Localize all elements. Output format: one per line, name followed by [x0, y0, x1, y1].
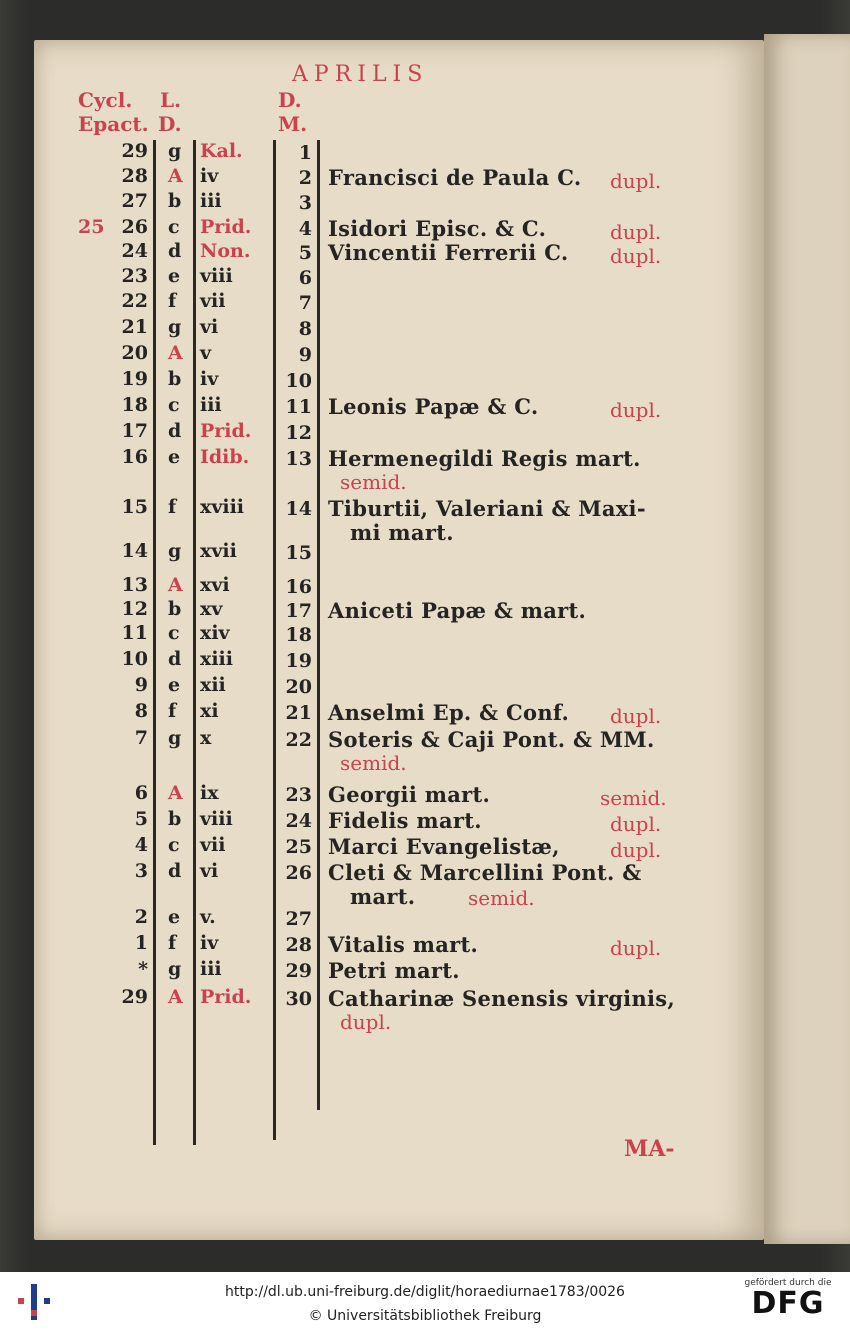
feast-name: Aniceti Papæ & mart. — [328, 598, 587, 623]
dominical-letter: A — [168, 986, 183, 1008]
epact-number: 23 — [121, 265, 148, 287]
day-of-month: 7 — [298, 292, 312, 314]
roman-day: Idib. — [200, 446, 250, 468]
roman-day: xiii — [200, 648, 233, 670]
day-of-month: 19 — [285, 650, 312, 672]
epact-number: 12 — [121, 598, 148, 620]
roman-day: iv — [200, 368, 219, 390]
day-of-month: 10 — [285, 370, 312, 392]
feast-name: Hermenegildi Regis mart. — [328, 446, 641, 471]
epact-number: 4 — [134, 834, 148, 856]
day-of-month: 27 — [285, 908, 312, 930]
epact-number: 21 — [121, 316, 148, 338]
epact-number: 14 — [121, 540, 148, 562]
facing-page-edge — [764, 34, 850, 1244]
day-of-month: 15 — [285, 542, 312, 564]
dominical-letter: d — [168, 648, 182, 670]
dominical-letter: g — [168, 540, 182, 562]
dominical-letter: A — [168, 574, 183, 596]
dominical-letter: f — [168, 290, 177, 312]
day-of-month: 2 — [298, 167, 312, 189]
feast-name: Marci Evangelistæ, — [328, 834, 560, 859]
epact-number: 29 — [121, 140, 148, 162]
epact-number: 5 — [134, 808, 148, 830]
day-of-month: 13 — [285, 448, 312, 470]
epact-number: 6 — [134, 782, 148, 804]
feast-name: Leonis Papæ & C. — [328, 394, 539, 419]
day-of-month: 14 — [285, 498, 312, 520]
feast-name: Soteris & Caji Pont. & MM. — [328, 727, 655, 752]
roman-day: iv — [200, 165, 219, 187]
epact-number: 9 — [134, 674, 148, 696]
roman-day: viii — [200, 265, 233, 287]
roman-day: viii — [200, 808, 233, 830]
feast-rank: dupl. — [610, 812, 662, 836]
feast-name: Isidori Episc. & C. — [328, 216, 547, 241]
day-of-month: 17 — [285, 600, 312, 622]
dominical-letter: b — [168, 368, 182, 390]
roman-day: Prid. — [200, 986, 252, 1008]
epact-number: 10 — [121, 648, 148, 670]
day-of-month: 4 — [298, 218, 312, 240]
header-d: D. — [158, 112, 182, 136]
dominical-letter: g — [168, 140, 182, 162]
dominical-letter: g — [168, 958, 182, 980]
feast-rank: dupl. — [340, 1010, 392, 1034]
dominical-letter: c — [168, 622, 180, 644]
day-of-month: 29 — [285, 960, 312, 982]
dominical-letter: f — [168, 700, 177, 722]
roman-day: Non. — [200, 240, 251, 262]
epact-number: 11 — [121, 622, 148, 644]
header-epact: Epact. — [78, 112, 149, 136]
epact-number: 24 — [121, 240, 148, 262]
day-of-month: 3 — [298, 192, 312, 214]
feast-name: Petri mart. — [328, 958, 460, 983]
feast-name: Georgii mart. — [328, 782, 491, 807]
day-of-month: 16 — [285, 576, 312, 598]
feast-rank: dupl. — [610, 838, 662, 862]
header-m: M. — [278, 112, 308, 136]
feast-name: Francisci de Paula C. — [328, 165, 582, 190]
month-title: APRILIS — [292, 62, 429, 87]
roman-day: iii — [200, 394, 222, 416]
dominical-letter: c — [168, 394, 180, 416]
roman-day: vi — [200, 860, 219, 882]
feast-rank: dupl. — [610, 220, 662, 244]
epact-number: 13 — [121, 574, 148, 596]
epact-number: 17 — [121, 420, 148, 442]
roman-day: x — [200, 727, 212, 749]
feast-name: Catharinæ Senensis virginis, — [328, 986, 676, 1011]
dominical-letter: b — [168, 808, 182, 830]
header-d2: D. — [278, 88, 302, 112]
dominical-letter: e — [168, 265, 181, 287]
epact-number: 19 — [121, 368, 148, 390]
dfg-caption: gefördert durch die — [744, 1278, 832, 1288]
dominical-letter: b — [168, 190, 182, 212]
epact-number: 3 — [134, 860, 148, 882]
roman-day: Kal. — [200, 140, 243, 162]
dominical-letter: g — [168, 316, 182, 338]
epact-number: 20 — [121, 342, 148, 364]
day-of-month: 6 — [298, 267, 312, 289]
dominical-letter: c — [168, 216, 180, 238]
day-of-month: 24 — [285, 810, 312, 832]
day-of-month: 9 — [298, 344, 312, 366]
feast-rank: semid. — [600, 786, 667, 810]
roman-day: xvi — [200, 574, 230, 596]
catchword: MA- — [624, 1136, 675, 1162]
day-of-month: 12 — [285, 422, 312, 444]
header-l: L. — [160, 88, 182, 112]
epact-number: 7 — [134, 727, 148, 749]
roman-day: xvii — [200, 540, 237, 562]
roman-day: iii — [200, 958, 222, 980]
day-of-month: 21 — [285, 702, 312, 724]
copyright-notice: © Universitätsbibliothek Freiburg — [308, 1308, 542, 1324]
feast-rank: dupl. — [610, 936, 662, 960]
roman-day: xiv — [200, 622, 230, 644]
roman-day: xv — [200, 598, 223, 620]
epact-number: 1 — [134, 932, 148, 954]
dominical-letter: A — [168, 782, 183, 804]
epact-number: 8 — [134, 700, 148, 722]
day-of-month: 8 — [298, 318, 312, 340]
dominical-letter: d — [168, 860, 182, 882]
dominical-letter: e — [168, 446, 181, 468]
rule-line-4 — [317, 140, 320, 1110]
roman-day: iii — [200, 190, 222, 212]
feast-name: Vincentii Ferrerii C. — [328, 240, 569, 265]
epact-number: 22 — [121, 290, 148, 312]
feast-name-continued: mart. — [350, 884, 416, 909]
day-of-month: 26 — [285, 862, 312, 884]
feast-rank: dupl. — [610, 169, 662, 193]
cycle-number: 25 — [78, 216, 105, 238]
dominical-letter: g — [168, 727, 182, 749]
rule-line-1 — [153, 140, 156, 1145]
roman-day: vii — [200, 834, 226, 856]
roman-day: ix — [200, 782, 219, 804]
roman-day: vii — [200, 290, 226, 312]
epact-number: 16 — [121, 446, 148, 468]
feast-rank: dupl. — [610, 244, 662, 268]
day-of-month: 5 — [298, 242, 312, 264]
dominical-letter: d — [168, 240, 182, 262]
feast-rank: semid. — [468, 886, 535, 910]
epact-number: 29 — [121, 986, 148, 1008]
dfg-wordmark: DFG — [751, 1286, 825, 1321]
dfg-logo — [738, 1278, 838, 1320]
feast-name: Tiburtii, Valeriani & Maxi- — [328, 496, 646, 521]
day-of-month: 1 — [298, 142, 312, 164]
day-of-month: 23 — [285, 784, 312, 806]
dominical-letter: e — [168, 906, 181, 928]
feast-rank: semid. — [340, 470, 407, 494]
epact-number: 18 — [121, 394, 148, 416]
feast-rank: dupl. — [610, 704, 662, 728]
footer-bar — [0, 1272, 850, 1332]
roman-day: v. — [200, 906, 216, 928]
dominical-letter: A — [168, 165, 183, 187]
roman-day: xii — [200, 674, 226, 696]
roman-day: Prid. — [200, 216, 252, 238]
dominical-letter: e — [168, 674, 181, 696]
epact-number: 27 — [121, 190, 148, 212]
roman-day: iv — [200, 932, 219, 954]
feast-rank: dupl. — [610, 398, 662, 422]
feast-name: Vitalis mart. — [328, 932, 479, 957]
day-of-month: 20 — [285, 676, 312, 698]
feast-name-continued: mi mart. — [350, 520, 454, 545]
roman-day: v — [200, 342, 212, 364]
dominical-letter: f — [168, 932, 177, 954]
feast-rank: semid. — [340, 751, 407, 775]
dominical-letter: A — [168, 342, 183, 364]
epact-number: 26 — [121, 216, 148, 238]
roman-day: xviii — [200, 496, 245, 518]
dominical-letter: c — [168, 834, 180, 856]
roman-day: xi — [200, 700, 219, 722]
day-of-month: 30 — [285, 988, 312, 1010]
day-of-month: 25 — [285, 836, 312, 858]
roman-day: Prid. — [200, 420, 252, 442]
dominical-letter: f — [168, 496, 177, 518]
header-cycl: Cycl. — [78, 88, 133, 112]
day-of-month: 22 — [285, 729, 312, 751]
day-of-month: 28 — [285, 934, 312, 956]
day-of-month: 18 — [285, 624, 312, 646]
feast-name: Cleti & Marcellini Pont. & — [328, 860, 642, 885]
epact-number: 28 — [121, 165, 148, 187]
feast-name: Fidelis mart. — [328, 808, 482, 833]
epact-number: * — [138, 958, 148, 980]
source-url-link[interactable]: http://dl.ub.uni-freiburg.de/diglit/horaediurnae1783/0026 — [225, 1284, 625, 1300]
day-of-month: 11 — [285, 396, 312, 418]
epact-number: 2 — [134, 906, 148, 928]
rule-line-3 — [273, 140, 276, 1140]
dominical-letter: b — [168, 598, 182, 620]
epact-number: 15 — [121, 496, 148, 518]
roman-day: vi — [200, 316, 219, 338]
rule-line-2 — [193, 140, 196, 1145]
feast-name: Anselmi Ep. & Conf. — [328, 700, 570, 725]
dominical-letter: d — [168, 420, 182, 442]
